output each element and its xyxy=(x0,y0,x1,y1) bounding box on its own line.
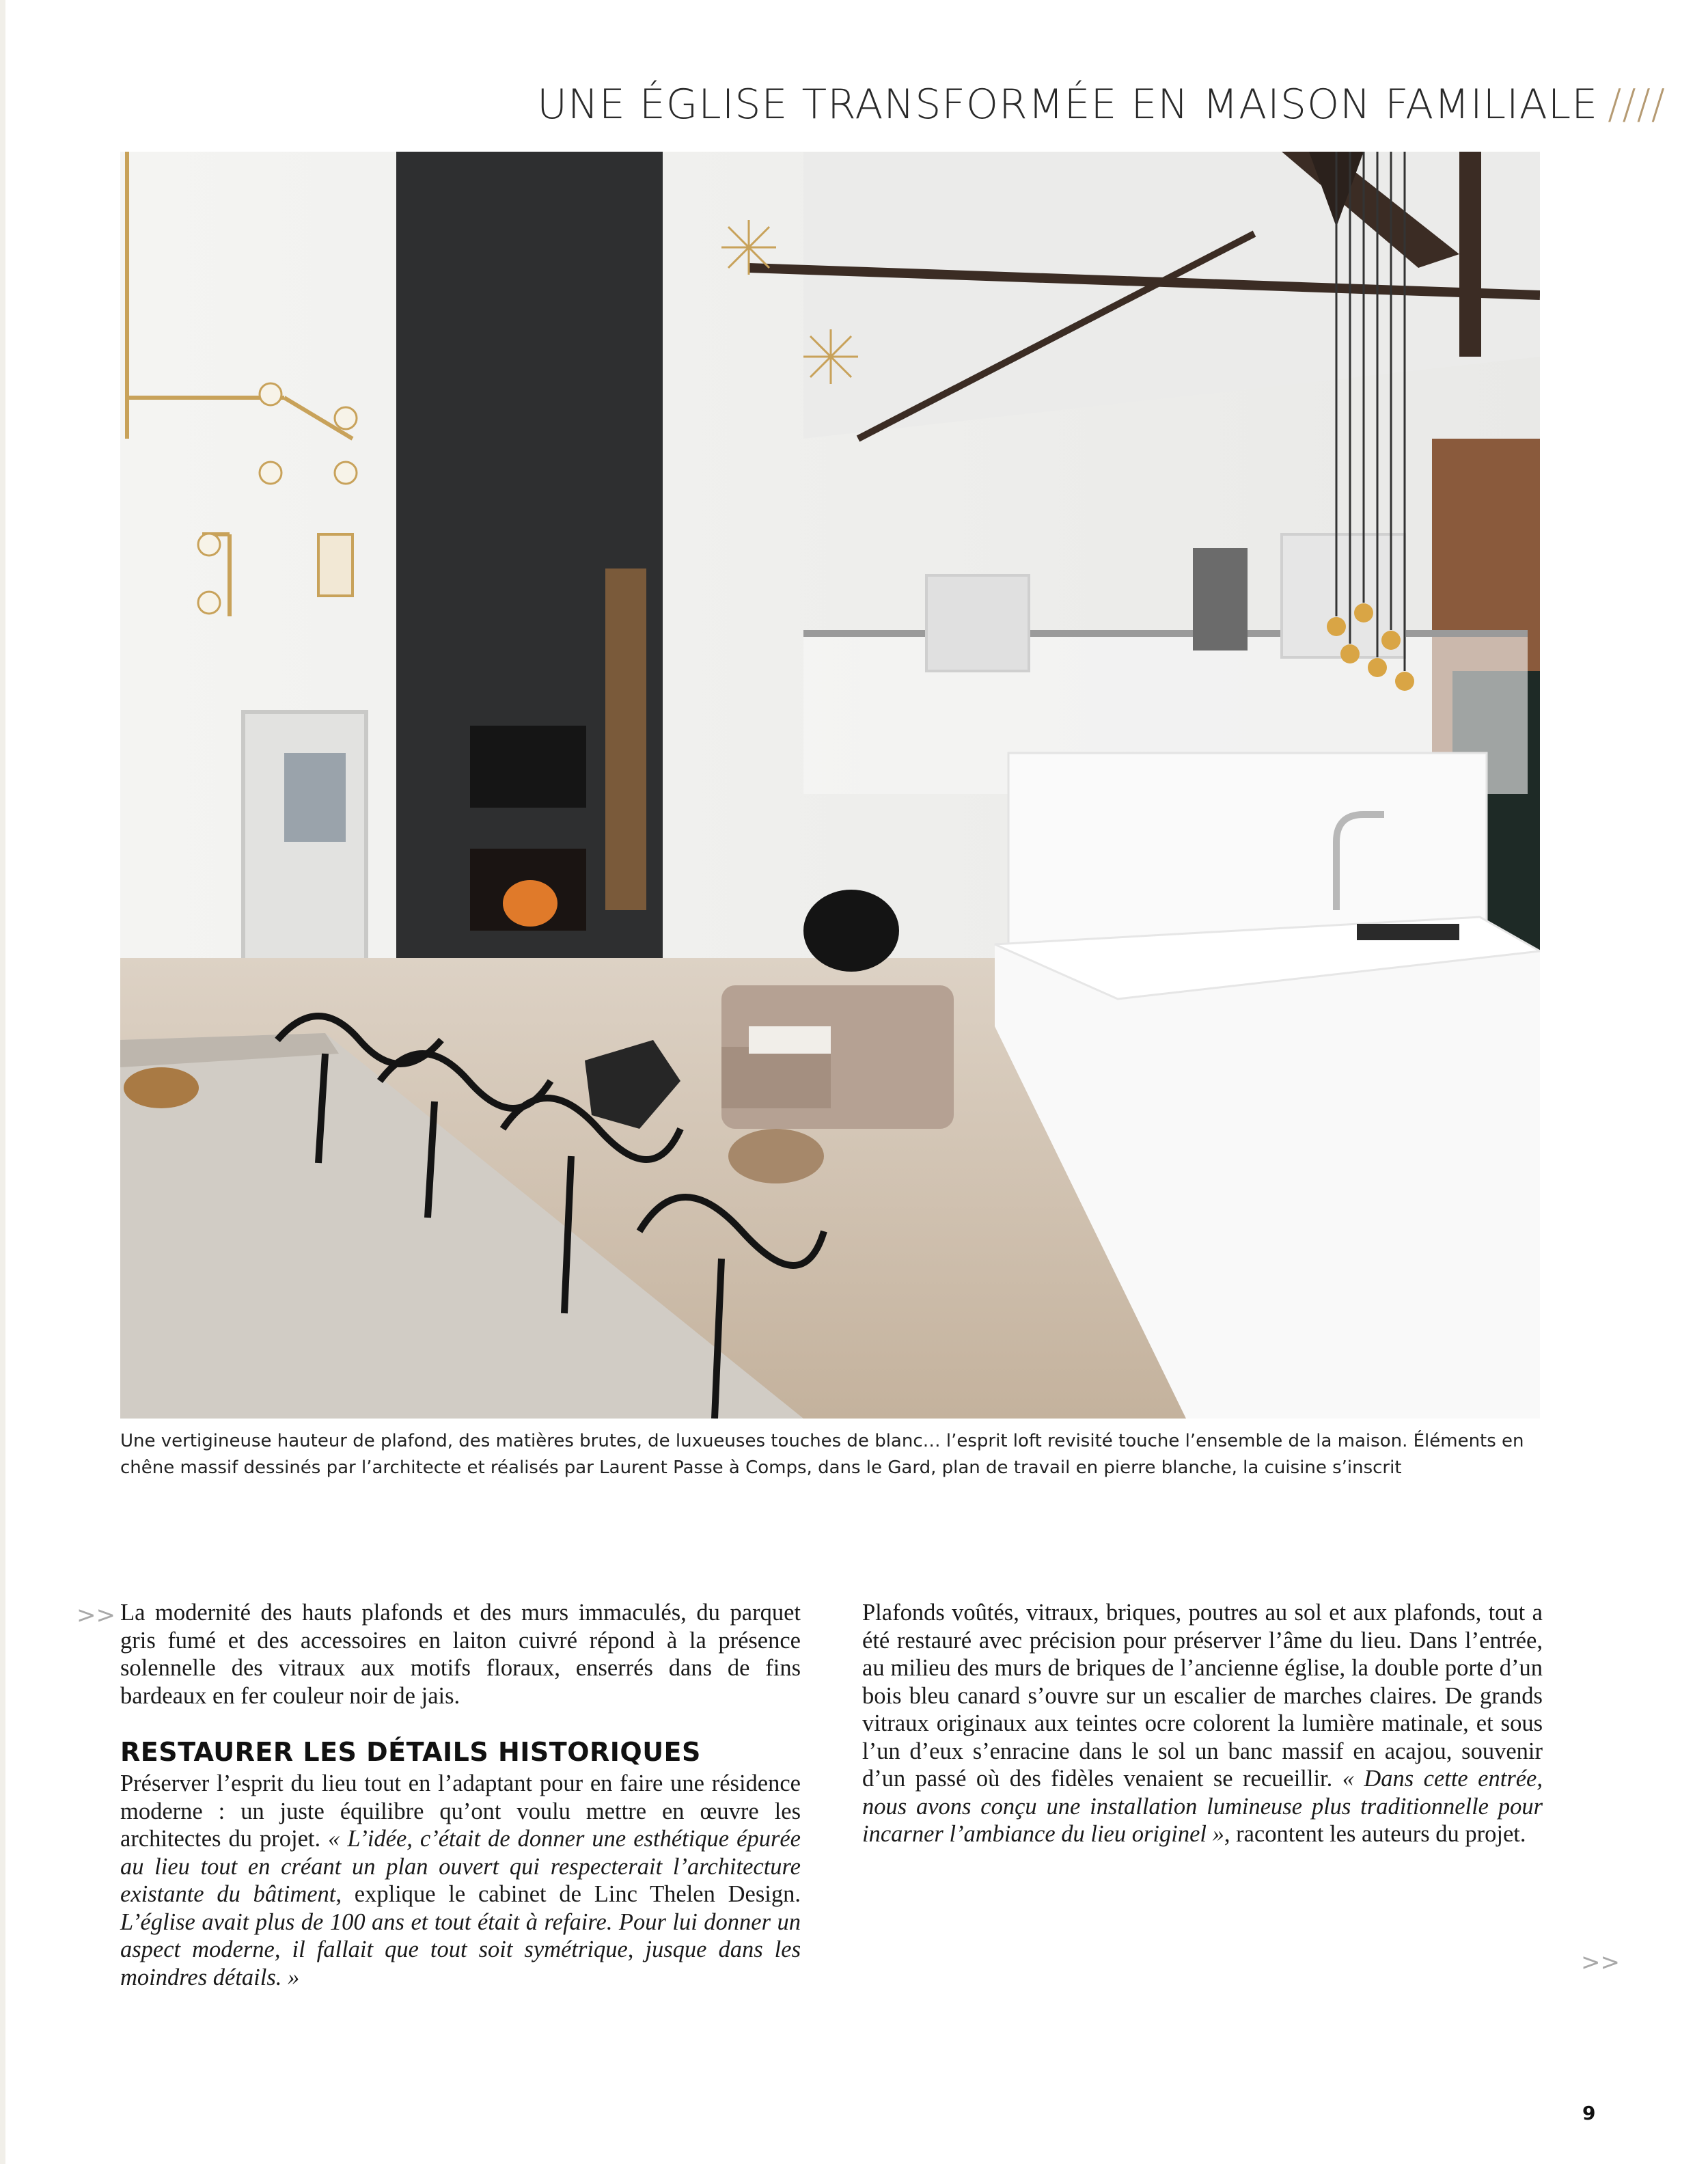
paragraph-3 xyxy=(862,1599,1543,1848)
p2-quote: « L’idée, c’était de donner une esthétique épurée au lieu tout en créant un plan ouvert qui respecterait l’architecture existante du bâtiment xyxy=(120,1826,801,1907)
interior-photo-illustration xyxy=(120,152,1540,1419)
section-heading: RESTAURER LES DÉTAILS HISTORIQUES xyxy=(120,1737,701,1767)
p3-text-a: Plafonds voûtés, vitraux, briques, poutres au sol et aux plafonds, tout a été restauré avec précision pour préserver l’âme du lieu. Dans l’entrée, au milieu des murs de briques de l’ancienne église, la double porte d’un bois bleu canard s’ouvre sur un escalier de marches claires. De grands vitraux originaux aux teintes ocre colorent la lumière matinale, et sous l’un d’eux s’enracine dans le sol un banc massif en acajou, souvenir d’un passé où des fidèles venaient se recueillir. xyxy=(862,1600,1543,1792)
p2-text-b: , explique le cabinet de Linc Thelen Design. xyxy=(335,1881,801,1907)
page-edge xyxy=(0,0,5,2164)
paragraph-2 xyxy=(120,1770,801,1991)
p2-quote-continued: L’église avait plus de 100 ans et tout était à refaire. Pour lui donner un aspect moderne, il fallait que tout soit symétrique, jusque dans les moindres détails. » xyxy=(120,1908,801,1990)
start-chevron: >> xyxy=(77,1602,115,1629)
p3-text-b: , racontent les auteurs du projet. xyxy=(1224,1821,1526,1847)
photo-caption: Une vertigineuse hauteur de plafond, des matières brutes, de luxueuses touches de blanc… l’esprit loft revisité touche l’ensemble de la maison. Éléments en chêne massif dessinés par l’architecte et réalisés par Laurent Passe à Comps, dans le Gard, plan de travail en pierre blanche, la cuisine s’inscrit xyxy=(120,1431,1524,1478)
article-column-left xyxy=(120,1599,801,1991)
header-title: UNE ÉGLISE TRANSFORMÉE EN MAISON FAMILIALE xyxy=(537,81,1599,128)
page-number: 9 xyxy=(1582,2102,1596,2124)
end-chevron: >> xyxy=(1581,1949,1620,1976)
article-column-right xyxy=(862,1599,1543,1848)
intro-paragraph: La modernité des hauts plafonds et des murs immaculés, du parquet gris fumé et des accessoires en laiton cuivré répond à la présence solennelle des vitraux aux motifs floraux, enserrés dans de fins bardeaux en fer couleur noir de jais. xyxy=(120,1600,801,1709)
p2-text-a: Préserver l’esprit du lieu tout en l’adaptant pour en faire une résidence moderne : un juste équilibre qu’ont voulu mettre en œuvre les architectes du projet. xyxy=(120,1770,801,1852)
p3-quote: « Dans cette entrée, nous avons conçu une installation lumineuse plus traditionnelle pour incarner l’ambiance du lieu originel » xyxy=(862,1766,1543,1847)
page-header xyxy=(137,81,1666,128)
header-slashes: //// xyxy=(1608,81,1666,128)
interior-photo xyxy=(120,152,1540,1419)
